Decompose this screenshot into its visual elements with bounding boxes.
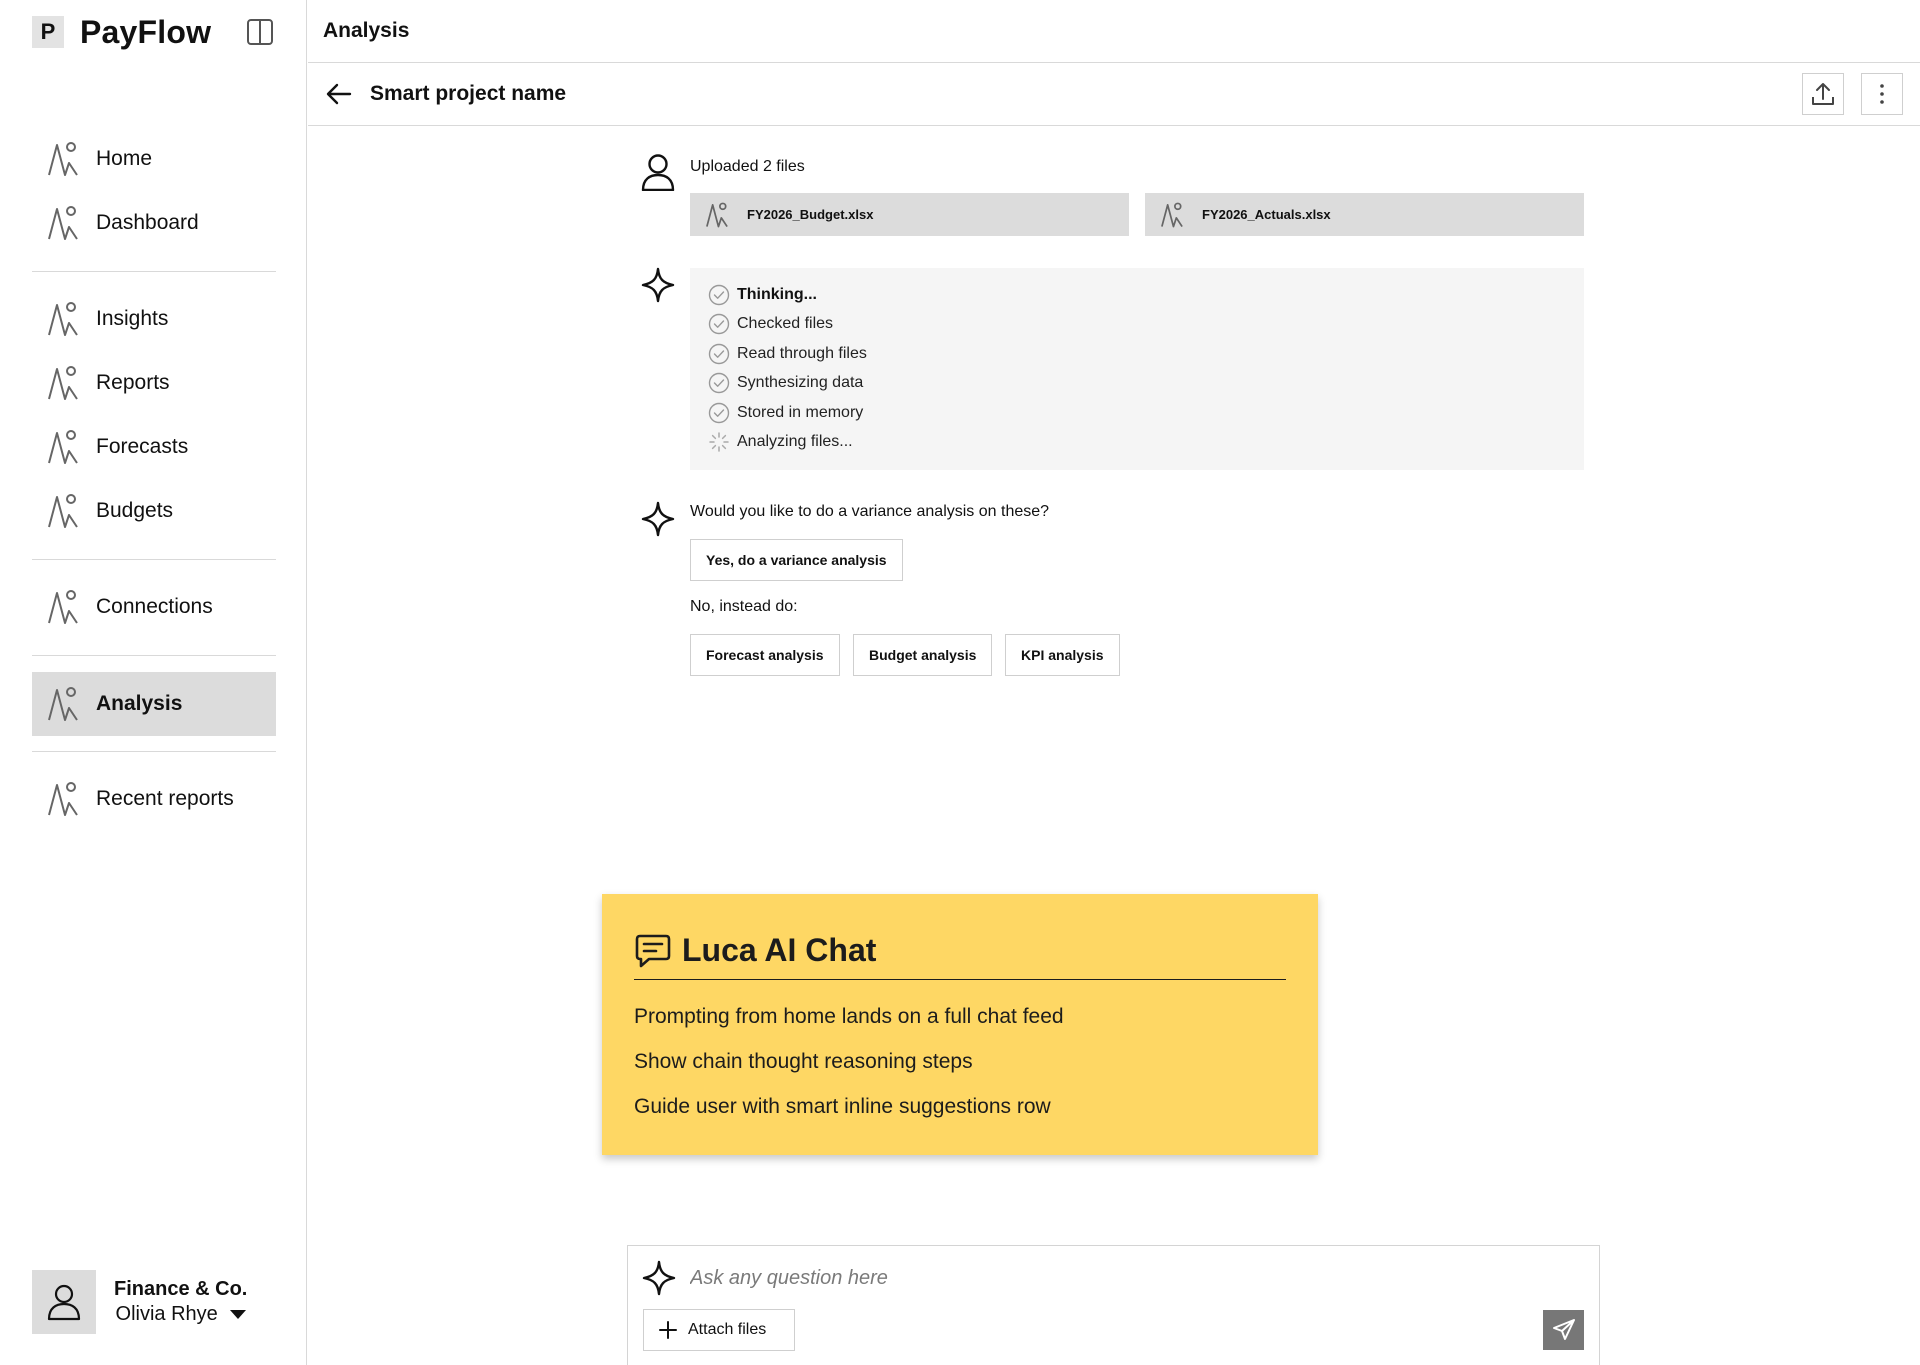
reasoning-steps	[690, 268, 1584, 470]
sidebar-item-label: Dashboard	[96, 211, 199, 234]
export-button[interactable]	[1802, 73, 1844, 115]
sidebar-divider	[32, 559, 276, 560]
variance-analysis-button[interactable]: Yes, do a variance analysis	[690, 539, 903, 581]
sidebar-item-label: Reports	[96, 371, 170, 394]
note-line: Show chain thought reasoning steps	[634, 1050, 973, 1073]
kpi-analysis-button[interactable]: KPI analysis	[1005, 634, 1120, 676]
sidebar-item-analysis[interactable]	[32, 672, 276, 736]
ai-sparkle-icon	[640, 266, 676, 304]
sidebar-item-budgets[interactable]	[32, 479, 276, 543]
upload-message: Uploaded 2 files	[690, 158, 805, 175]
image-placeholder-icon	[47, 493, 79, 529]
annotation-note	[602, 894, 1318, 1155]
file-name: FY2026_Actuals.xlsx	[1202, 207, 1331, 222]
sidebar-item-home[interactable]	[32, 127, 276, 191]
page-header	[308, 0, 1920, 63]
image-placeholder-icon	[47, 365, 79, 401]
note-title: Luca AI Chat	[682, 932, 877, 968]
reasoning-step	[708, 402, 863, 424]
reasoning-step	[708, 343, 867, 365]
check-circle-icon	[708, 284, 730, 306]
image-placeholder-icon	[47, 141, 79, 177]
back-arrow-icon[interactable]	[324, 79, 354, 109]
brand-logo: P	[32, 16, 64, 48]
brand-name: PayFlow	[80, 13, 212, 50]
page-title: Analysis	[323, 19, 410, 42]
sidebar	[0, 0, 307, 1365]
ai-sparkle-icon	[642, 1260, 676, 1296]
sidebar-item-dashboard[interactable]	[32, 191, 276, 255]
reasoning-step	[708, 313, 833, 335]
file-attachment[interactable]	[1145, 193, 1584, 236]
sidebar-divider	[32, 751, 276, 752]
note-line: Prompting from home lands on a full chat feed	[634, 1005, 1064, 1028]
user-name-row	[116, 1303, 246, 1326]
chat-input[interactable]	[690, 1260, 1570, 1296]
note-line: Guide user with smart inline suggestions row	[634, 1095, 1051, 1118]
file-name: FY2026_Budget.xlsx	[747, 207, 874, 222]
user-message-icon	[640, 153, 676, 191]
sidebar-item-label: Budgets	[96, 499, 174, 522]
chat-composer	[627, 1245, 1600, 1365]
sidebar-item-label: Connections	[96, 595, 213, 618]
avatar	[32, 1270, 96, 1334]
sidebar-item-label: Home	[96, 147, 153, 170]
sidebar-collapse-icon[interactable]	[246, 18, 274, 46]
project-header	[308, 63, 1920, 126]
check-circle-icon	[708, 402, 730, 424]
image-placeholder-icon	[47, 301, 79, 337]
note-header	[634, 932, 1286, 980]
reasoning-step-label: Analyzing files...	[737, 433, 853, 450]
reasoning-step-label: Checked files	[737, 315, 834, 332]
reasoning-step	[708, 431, 853, 453]
alternative-label: No, instead do:	[690, 598, 798, 615]
image-placeholder-icon	[47, 429, 79, 465]
project-name: Smart project name	[370, 82, 567, 105]
user-icon	[46, 1283, 82, 1321]
sidebar-item-reports[interactable]	[32, 351, 276, 415]
user-org: Finance & Co.	[114, 1278, 248, 1300]
send-button[interactable]	[1543, 1310, 1584, 1350]
file-attachment[interactable]	[690, 193, 1129, 236]
ai-sparkle-icon	[640, 500, 676, 538]
chat-bubble-icon	[634, 933, 672, 969]
image-placeholder-icon	[47, 686, 79, 722]
reasoning-step-label: Synthesizing data	[737, 374, 864, 391]
caret-down-icon[interactable]	[230, 1310, 246, 1319]
user-name: Olivia Rhye	[115, 1303, 218, 1325]
check-circle-icon	[708, 372, 730, 394]
attach-files-button[interactable]	[643, 1309, 795, 1351]
reasoning-step-label: Thinking...	[737, 286, 817, 303]
sidebar-item-insights[interactable]	[32, 287, 276, 351]
sidebar-item-label: Recent reports	[96, 787, 234, 810]
sidebar-item-label: Insights	[96, 307, 169, 330]
check-circle-icon	[708, 343, 730, 365]
sidebar-item-label: Analysis	[96, 692, 183, 715]
reasoning-step-label: Stored in memory	[737, 404, 864, 421]
image-placeholder-icon	[47, 589, 79, 625]
plus-icon	[658, 1320, 678, 1340]
image-placeholder-icon	[47, 781, 79, 817]
send-icon	[1552, 1318, 1576, 1342]
image-placeholder-icon	[47, 205, 79, 241]
user-info	[114, 1278, 247, 1326]
sidebar-item-recent-reports[interactable]	[32, 767, 276, 831]
user-menu[interactable]	[32, 1270, 292, 1334]
attach-files-label: Attach files	[688, 1321, 767, 1338]
sidebar-divider	[32, 271, 276, 272]
sidebar-item-connections[interactable]	[32, 575, 276, 639]
reasoning-step	[708, 284, 817, 306]
sidebar-item-forecasts[interactable]	[32, 415, 276, 479]
reasoning-step	[708, 372, 863, 394]
check-circle-icon	[708, 313, 730, 335]
forecast-analysis-button[interactable]: Forecast analysis	[690, 634, 840, 676]
upload-icon	[1811, 81, 1835, 107]
sidebar-item-label: Forecasts	[96, 435, 189, 458]
more-options-button[interactable]	[1861, 73, 1903, 115]
brand[interactable]	[32, 14, 211, 50]
file-icon	[1159, 202, 1185, 228]
more-vertical-icon	[1879, 83, 1885, 105]
suggestion-question: Would you like to do a variance analysis on these?	[690, 503, 1050, 520]
budget-analysis-button[interactable]: Budget analysis	[853, 634, 992, 676]
reasoning-step-label: Read through files	[737, 345, 867, 362]
sidebar-divider	[32, 655, 276, 656]
file-icon	[704, 202, 730, 228]
loading-spinner-icon	[708, 431, 730, 453]
